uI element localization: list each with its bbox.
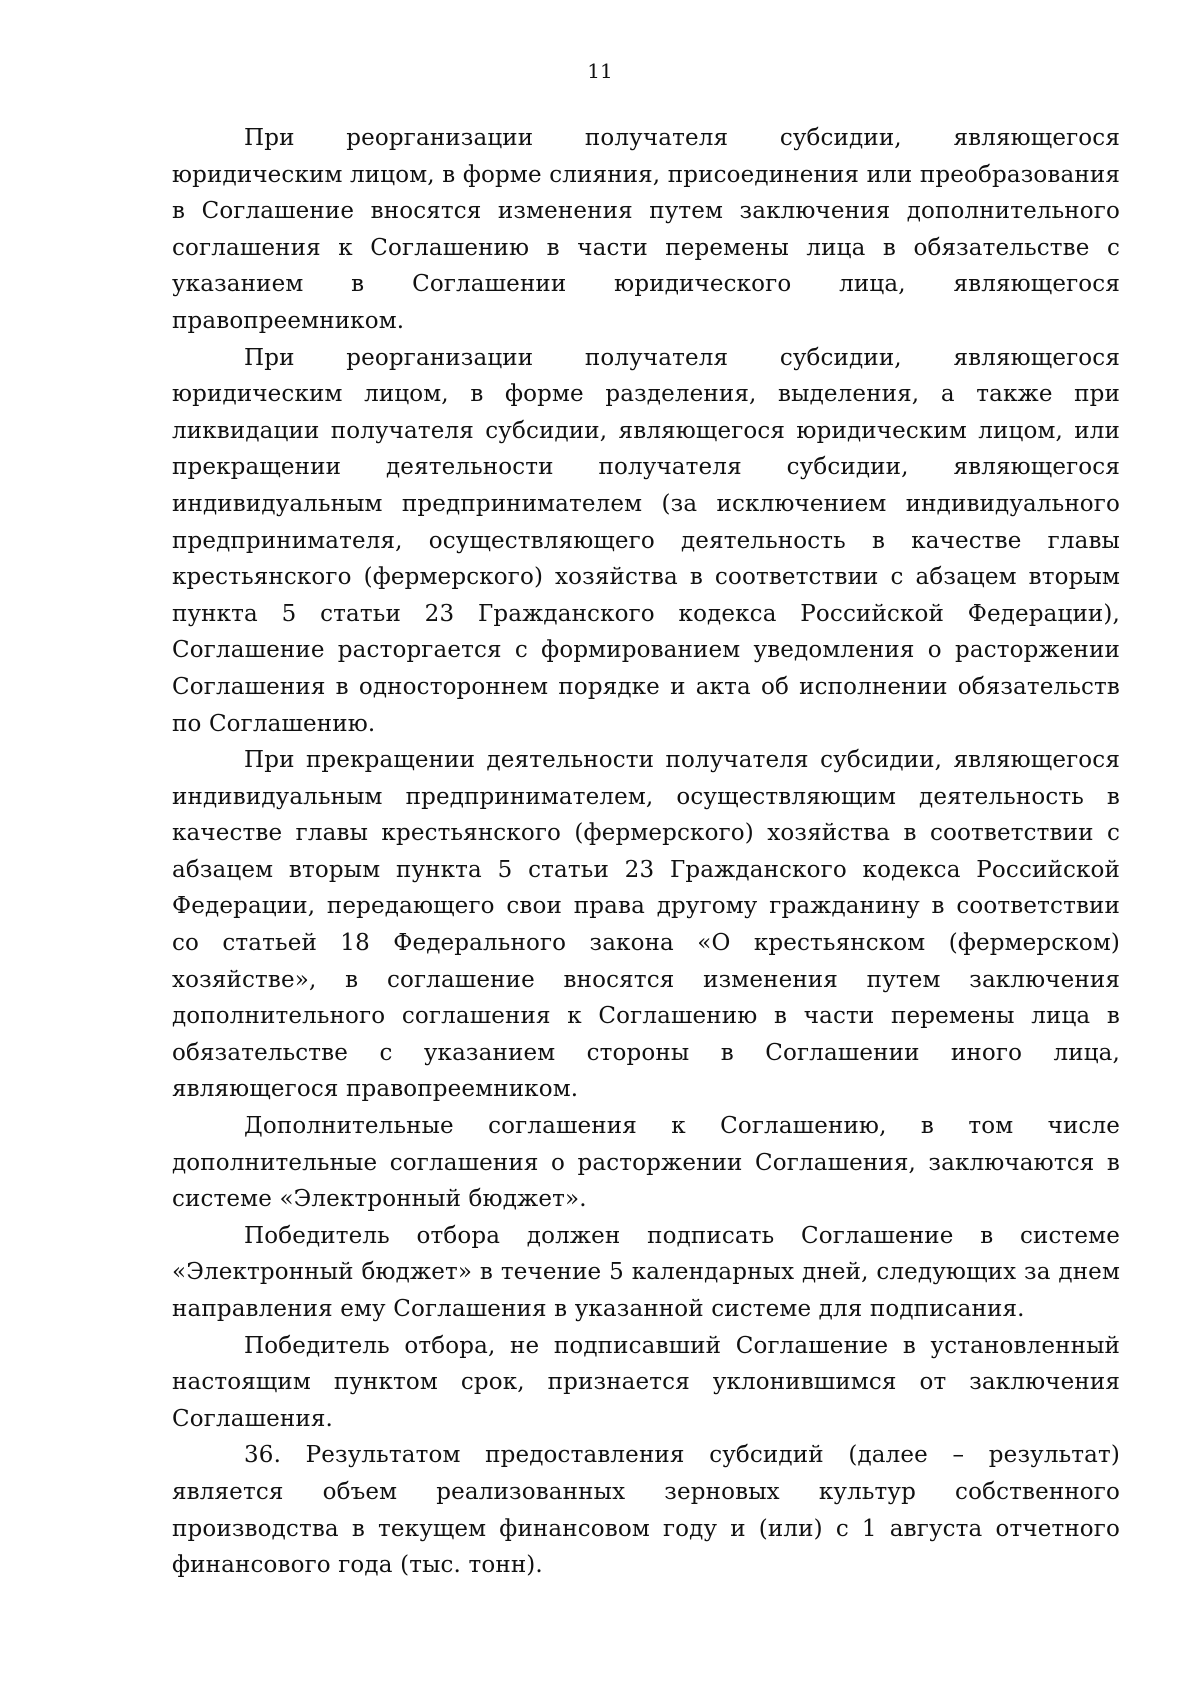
paragraph-item-36-result: 36. Результатом предоставления субсидий (далее – результат) является объем реализованных зерновых культур собственного производства в текущем финансовом году и (или) с 1 августа отчетного финансового года (тыс. тонн). xyxy=(172,1442,1120,1579)
paragraph-reorganization-division: При реорганизации получателя субсидии, являющегося юридическим лицом, в форме разделения, выделения, а также при ликвидации получателя субсидии, являющегося юридическим лицом, или прекращении деятельности получателя субсидии, являющегося индивидуальным предпринимателем (за исключением индивидуального предпринимателя, осуществляющего деятельность в качестве главы крестьянского (фермерского) хозяйства в соответствии с абзацем вторым пункта 5 статьи 23 Гражданского кодекса Российской Федерации), Соглашение расторгается с формированием уведомления о расторжении Соглашения в одностороннем порядке и акта об исполнении обязательств по Соглашению. xyxy=(172,344,1120,737)
paragraph-additional-agreements: Дополнительные соглашения к Соглашению, в том числе дополнительные соглашения о расторжении Соглашения, заключаются в системе «Электронный бюджет». xyxy=(172,1113,1120,1213)
paragraph-farm-termination: При прекращении деятельности получателя субсидии, являющегося индивидуальным предпринимателем, осуществляющим деятельность в качестве главы крестьянского (фермерского) хозяйства в соответствии с абзацем вторым пункта 5 статьи 23 Гражданского кодекса Российской Федерации, передающего свои права другому гражданину в соответствии со статьей 18 Федерального закона «О крестьянском (фермерском) хозяйстве», в соглашение вносятся изменения путем заключения дополнительного соглашения к Соглашению в части перемены лица в обязательстве с указанием стороны в Соглашении иного лица, являющегося правопреемником. xyxy=(172,747,1120,1103)
document-body xyxy=(172,120,1120,1584)
paragraph-reorganization-merger: При реорганизации получателя субсидии, являющегося юридическим лицом, в форме слияния, присоединения или преобразования в Соглашение вносятся изменения путем заключения дополнительного соглашения к Соглашению в части перемены лица в обязательстве с указанием в Соглашении юридического лица, являющегося правопреемником. xyxy=(172,125,1120,334)
paragraph-winner-evasion: Победитель отбора, не подписавший Соглашение в установленный настоящим пунктом срок, признается уклонившимся от заключения Соглашения. xyxy=(172,1332,1120,1432)
page-number: 11 xyxy=(587,59,613,83)
paragraph-winner-signing: Победитель отбора должен подписать Соглашение в системе «Электронный бюджет» в течение 5 календарных дней, следующих за днем направления ему Соглашения в указанной системе для подписания. xyxy=(172,1222,1120,1322)
